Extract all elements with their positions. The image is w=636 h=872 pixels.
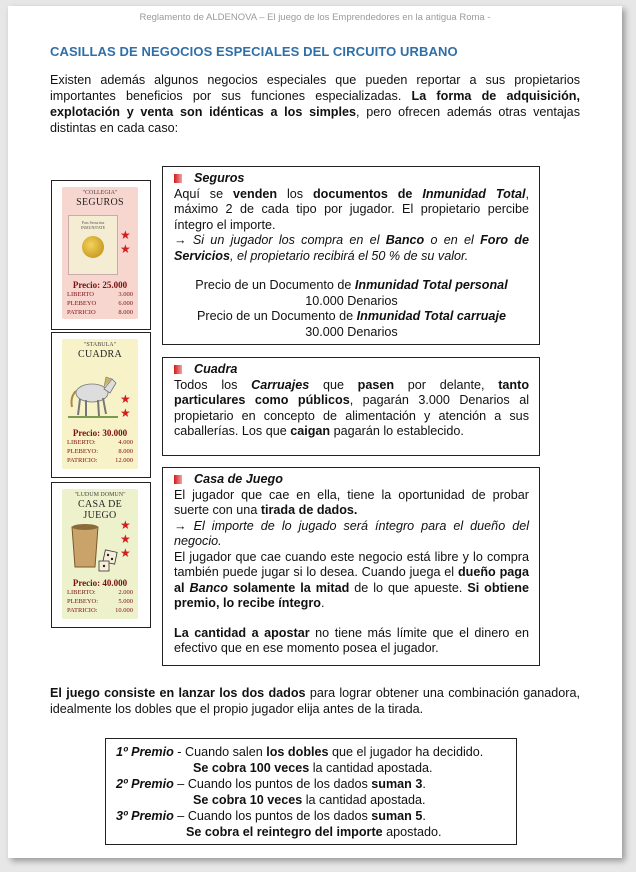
star-icon: ★: [120, 546, 131, 560]
intro-text-end: , pero ofrecen además otras ventajas distintas en cada caso:: [50, 105, 580, 135]
prize-2: 2º Premio – Cuando los puntos de los dados suman 3.: [116, 777, 426, 791]
box-title-text: Seguros: [194, 171, 245, 185]
rent-value: 6.000: [118, 300, 133, 307]
star-icon: ★: [120, 228, 131, 242]
rent-value: 8.000: [118, 309, 133, 316]
card-title: CASA DE JUEGO: [77, 499, 123, 521]
horse-image: [66, 367, 120, 421]
prize-3-payout: Se cobra el reintegro del importe apostado.: [186, 825, 442, 839]
card-price: Precio: 30.000: [72, 428, 128, 438]
star-icon: ★: [120, 406, 131, 420]
bullet-icon: [174, 365, 182, 374]
seguros-note: → Si un jugador los compra en el Banco o en el Foro de Servicios, el propietario recibirá el 50 % de su valor.: [174, 233, 530, 263]
rent-value: 12.000: [115, 457, 133, 464]
prize-1-payout: Se cobra 100 veces la cantidad apostada.: [193, 761, 433, 775]
price-personal-value: 10.000 Denarios: [305, 293, 398, 308]
star-icon: ★: [120, 518, 131, 532]
card-price: Precio: 40.000: [72, 578, 128, 588]
rent-value: 3.000: [118, 291, 133, 298]
rent-label: LIBERTO:: [67, 439, 96, 446]
rent-value: 5.000: [118, 598, 133, 605]
card-sub: "COLLEGIA": [82, 190, 118, 196]
box-title-text: Cuadra: [194, 362, 238, 376]
rent-value: 10.000: [115, 607, 133, 614]
box-cuadra: [162, 357, 540, 456]
section-heading: CASILLAS DE NEGOCIOS ESPECIALES DEL CIRCUITO URBANO: [50, 44, 458, 59]
box-title-text: Casa de Juego: [194, 472, 283, 486]
doc-line: INMUNITATE: [80, 225, 106, 230]
rent-value: 8.000: [118, 448, 133, 455]
card-cuadra: [51, 332, 151, 478]
card-casa-de-juego: [51, 482, 151, 628]
doc-line: Pars Securitas: [81, 220, 105, 225]
prize-3: 3º Premio – Cuando los puntos de los dados suman 5.: [116, 809, 426, 823]
card-title: CUADRA: [77, 349, 123, 360]
rent-label: LIBERTO:: [67, 589, 96, 596]
dice-cup-image: [68, 521, 124, 573]
rent-label: PATRICIO: [67, 309, 96, 316]
box-title: [174, 362, 529, 378]
price-carruaje-value: 30.000 Denarios: [305, 324, 398, 339]
intro-text: Existen además algunos negocios especiales que pueden reportar a sus propietarios importantes beneficios por sus funciones especializadas.: [50, 73, 580, 103]
rent-label: LIBERTO: [67, 291, 94, 298]
prize-1: 1º Premio - Cuando salen los dobles que el jugador ha decidido.: [116, 745, 484, 759]
cuadra-text: Todos los Carruajes que pasen por delante, tanto particulares como públicos, pagarán 3.000 Denarios al propietario en concepto de alimentación y atención a sus caballerías. Los que caigan pagarán lo establecido.: [174, 377, 530, 438]
rent-label: PATRICIO:: [67, 457, 98, 464]
rent-label: PLEBEYO: [67, 300, 97, 307]
star-icon: ★: [120, 532, 131, 546]
star-icon: ★: [120, 242, 131, 256]
box-casa-de-juego: [162, 467, 540, 666]
card-face: [62, 187, 138, 319]
prize-2-payout: Se cobra 10 veces la cantidad apostada.: [193, 793, 426, 807]
rent-label: PATRICIO:: [67, 607, 98, 614]
price-personal: Precio de un Documento de Inmunidad Total personal: [195, 278, 508, 292]
card-face: [62, 489, 138, 619]
prize-box: [105, 738, 517, 845]
document-page: [8, 6, 622, 858]
intro-bold: La forma de adquisición, explotación y venta son idénticas a los simples: [50, 89, 580, 119]
casa-text-1: El jugador que cae en ella, tiene la oportunidad de probar suerte con una tirada de dados.: [174, 487, 529, 517]
casa-note: → El importe de lo jugado será íntegro para el dueño del negocio.: [174, 518, 530, 548]
running-header: Reglamento de ALDENOVA – El juego de los Emprendedores en la antigua Roma -: [139, 12, 491, 23]
bullet-icon: [174, 174, 182, 183]
price-carruaje: Precio de un Documento de Inmunidad Total carruaje: [197, 309, 506, 323]
card-title: SEGUROS: [76, 197, 124, 208]
rent-label: PLEBEYO:: [67, 598, 99, 605]
bullet-icon: [174, 475, 182, 484]
game-paragraph: El juego consiste en lanzar los dos dados para lograr obtener una combinación ganadora, idealmente los dobles que el propio jugador elija antes de la tirada.: [50, 686, 580, 716]
rent-table: [62, 438, 138, 465]
casa-text-3: La cantidad a apostar no tiene más límite que el dinero en efectivo que en ese momento posea el jugador.: [174, 625, 529, 655]
box-title: [174, 472, 529, 488]
box-title: [174, 171, 529, 187]
rent-value: 4.000: [118, 439, 133, 446]
star-icon: ★: [120, 392, 131, 406]
card-seguros: [51, 180, 151, 330]
card-price: Precio: 25.000: [72, 280, 128, 290]
rent-label: PLEBEYO:: [67, 448, 99, 455]
card-face: [62, 339, 138, 469]
card-sub: "LUDUM DOMUN": [74, 492, 126, 498]
scroll-document-image: [68, 215, 118, 275]
rent-table: [62, 290, 138, 317]
card-sub: "STABULA": [83, 342, 117, 348]
box-seguros: [162, 166, 540, 345]
seguros-text: Aquí se venden los documentos de Inmunidad Total, máximo 2 de cada tipo por jugador. El propietario percibe íntegro el importe.: [174, 186, 529, 232]
intro-paragraph: [50, 72, 580, 136]
gold-seal-icon: [82, 236, 104, 258]
casa-text-2: El jugador que cae cuando este negocio está libre y lo compra también puede jugar si lo desea. Cuando juega el dueño paga al Banco solamente la mitad de lo que apueste. Si obtiene premio, lo recibe íntegro.: [174, 549, 529, 610]
rent-value: 2.000: [118, 589, 133, 596]
rent-table: [62, 588, 138, 615]
